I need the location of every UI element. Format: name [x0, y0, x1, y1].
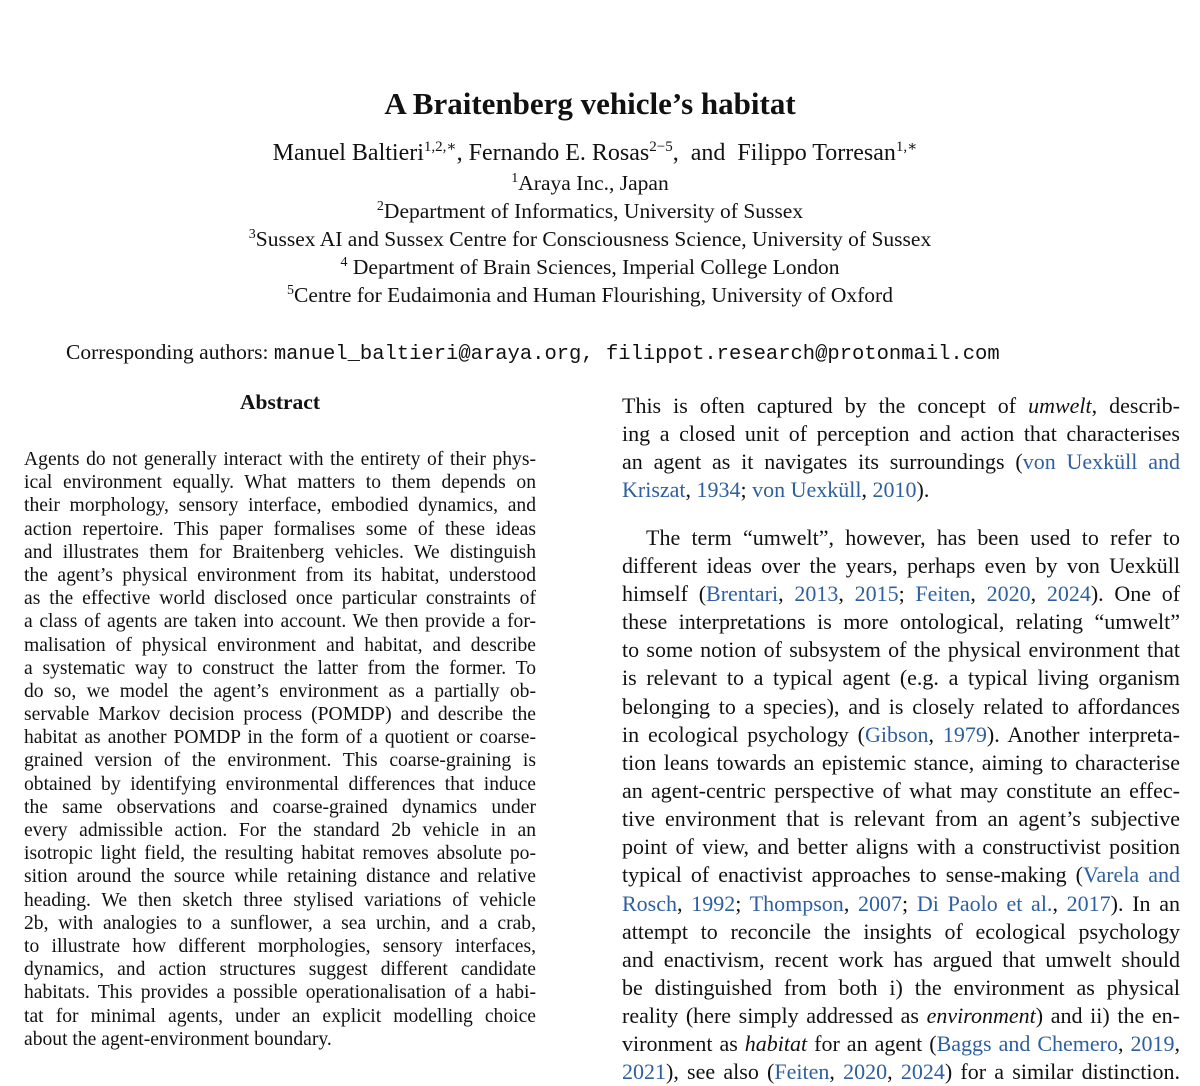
affiliation-text: Sussex AI and Sussex Centre for Consciousness Science, University of Sussex — [255, 227, 932, 251]
citation-link[interactable]: Di Paolo et al. — [916, 890, 1053, 916]
affiliation — [0, 255, 1180, 280]
body-line — [622, 721, 1180, 749]
abstract-line: servable Markov decision process (POMDP) and describe the — [24, 704, 536, 726]
body-text-segment: ; — [735, 890, 750, 916]
body-text-segment: ), see also ( — [666, 1059, 775, 1085]
body-line — [622, 1002, 1180, 1030]
abstract-line: heading. We then sketch three stylised variations of vehicle — [24, 889, 536, 911]
abstract-heading: Abstract — [239, 390, 320, 414]
citation-link[interactable]: 2020 — [986, 580, 1031, 606]
body-line — [622, 1058, 1180, 1086]
affiliation-number: 2 — [376, 199, 384, 214]
author-list — [0, 140, 1190, 167]
affiliation-number: 4 — [340, 255, 348, 270]
body-text-segment: belonging to a species), and is closely related to affordances — [622, 693, 1180, 719]
body-line — [622, 777, 1180, 805]
citation-link[interactable]: von Uexküll — [752, 477, 862, 503]
body-text-segment: , — [861, 477, 873, 503]
body-line — [622, 805, 1180, 833]
body-text-segment: attempt to reconcile the insights of ecological psychology — [622, 918, 1180, 944]
body-text-segment: ing a closed unit of perception and action that characterises — [622, 421, 1180, 447]
affiliation-text: Centre for Eudaimonia and Human Flourishing, University of Oxford — [294, 283, 893, 307]
body-line — [622, 392, 1180, 420]
affiliation — [0, 283, 1180, 308]
body-line — [622, 890, 1180, 918]
abstract-line: isotropic light field, the resulting habitat removes absolute po- — [24, 843, 536, 865]
abstract-line: a class of agents are taken into account. We then provide a for- — [24, 611, 536, 633]
citation-link[interactable]: 2024 — [900, 1059, 945, 1085]
abstract-line: every admissible action. For the standard 2b vehicle in an — [24, 820, 536, 841]
body-text-segment: The term “umwelt”, however, has been used to refer to — [646, 524, 1180, 550]
body-text-segment: ) and ii) the en- — [1035, 1003, 1181, 1029]
citation-link[interactable]: Rosch — [622, 890, 677, 916]
body-line — [622, 749, 1180, 777]
body-line — [622, 861, 1180, 889]
body-text-segment: ) for a similar distinction. — [944, 1059, 1180, 1085]
author-affil-mark: 2−5 — [649, 139, 673, 155]
abstract-body — [24, 448, 536, 1051]
author-name: Filippo Torresan — [737, 140, 896, 166]
citation-link[interactable]: 1979 — [942, 721, 987, 747]
citation-link[interactable]: Feiten — [774, 1059, 830, 1085]
citation-link[interactable]: Thompson — [749, 890, 844, 916]
body-line — [622, 420, 1180, 448]
body-text-segment: himself ( — [622, 580, 707, 606]
body-text-segment: ). — [916, 477, 930, 503]
affiliation — [0, 199, 1180, 224]
affiliation — [0, 227, 1180, 252]
citation-link[interactable]: Feiten — [915, 580, 971, 606]
abstract-line: about the agent-environment boundary. — [24, 1028, 332, 1050]
citation-link[interactable]: 2015 — [854, 580, 899, 606]
body-text-segment: tive environment that is relevant from an agent’s subjective — [622, 806, 1180, 832]
citation-link[interactable]: Gibson — [864, 721, 929, 747]
body-text-segment: ). One of — [1090, 580, 1181, 606]
body-text-segment: This is often captured by the concept of — [622, 393, 1029, 418]
body-line — [622, 693, 1180, 721]
citation-link[interactable]: Baggs and Chemero — [936, 1031, 1118, 1057]
body-text-segment: an agent as it navigates its surroundings ( — [622, 449, 1023, 475]
abstract-line: the same observations and coarse-grained dynamics under — [24, 796, 536, 818]
body-text-segment: be distinguished from both i) the environment as physical — [622, 975, 1180, 1000]
abstract-line: grained version of the environment. This coarse-graining is — [24, 750, 536, 772]
citation-link[interactable]: 2020 — [843, 1059, 888, 1085]
body-text-segment: ). Another interpreta- — [986, 721, 1180, 747]
affiliation — [0, 171, 1180, 196]
body-line — [622, 580, 1180, 608]
citation-link[interactable]: 2007 — [858, 890, 903, 916]
body-text-segment: , — [1174, 1031, 1181, 1057]
body-text-segment: , — [677, 890, 692, 916]
body-text-segment: vironment as — [622, 1031, 745, 1057]
citation-link[interactable]: 1992 — [691, 890, 736, 916]
paper-title: A Braitenberg vehicle’s habitat — [384, 86, 796, 121]
body-line — [622, 552, 1180, 580]
body-text-segment: and enactivism, recent work has argued that umwelt should — [622, 946, 1180, 972]
abstract-line: to illustrate how different morphologies, sensory interfaces, — [24, 935, 536, 957]
affiliation-number: 1 — [511, 171, 519, 186]
body-text-segment: ; — [898, 580, 916, 606]
emphasis-text: environment — [926, 1003, 1036, 1029]
citation-link[interactable]: 2021 — [622, 1059, 666, 1085]
abstract-line: Agents do not generally interact with the entirety of their phys- — [24, 449, 536, 470]
affiliation-text: Department of Brain Sciences, Imperial College London — [347, 255, 840, 279]
citation-link[interactable]: von Uexküll and — [1022, 449, 1180, 475]
body-line — [622, 664, 1180, 692]
body-text-segment: different ideas over the years, perhaps even by von Uexküll — [622, 552, 1180, 578]
body-line — [622, 636, 1180, 664]
citation-link[interactable]: Kriszat — [622, 477, 686, 503]
body-line — [622, 918, 1180, 946]
citation-link[interactable]: 2010 — [872, 477, 917, 503]
affiliation-number: 5 — [287, 283, 295, 298]
body-text-segment: , describ- — [1091, 393, 1180, 418]
emphasis-text: habitat — [744, 1031, 808, 1057]
affiliation-number: 3 — [248, 227, 256, 242]
body-text-segment: , — [685, 477, 697, 503]
citation-link[interactable]: 2024 — [1046, 580, 1091, 606]
body-text-segment: , — [778, 580, 795, 606]
author-name: Fernando E. Rosas — [468, 140, 650, 166]
abstract-line: sition around the source while retaining distance and relative — [24, 866, 536, 888]
body-line — [622, 608, 1180, 636]
body-line — [622, 833, 1180, 861]
author-separator: , and — [672, 140, 738, 166]
emphasis-text: umwelt — [1028, 393, 1092, 418]
citation-link[interactable]: Brentari — [706, 580, 779, 606]
corresponding-authors — [66, 340, 1000, 366]
abstract-line: ical environment equally. What matters to them depends on — [24, 472, 536, 494]
citation-link[interactable]: Varela and — [1083, 862, 1180, 888]
abstract-line: and illustrates them for Braitenberg vehicles. We distinguish — [24, 541, 536, 563]
body-text-segment: ; — [902, 890, 917, 916]
citation-link[interactable]: 2017 — [1066, 890, 1111, 916]
body-line — [622, 448, 1180, 476]
abstract-line: their morphology, sensory interface, embodied dynamics, and — [24, 495, 536, 517]
body-text-segment: these interpretations is more ontological, relating “umwelt” — [622, 609, 1180, 635]
body-text-segment: , — [1030, 580, 1047, 606]
author-separator: , — [456, 140, 469, 166]
body-text-segment: tion leans towards an epistemic stance, aiming to characterise — [622, 749, 1180, 775]
abstract-line: habitats. This provides a possible operationalisation of a habi- — [24, 982, 536, 1004]
author-affil-mark: 1,∗ — [895, 139, 918, 155]
body-text-segment: ). In an — [1110, 890, 1181, 916]
body-text-segment: , — [928, 721, 943, 747]
affiliation-text: Araya Inc., Japan — [518, 171, 669, 195]
body-line — [622, 524, 1180, 552]
body-text-segment: , — [1052, 890, 1067, 916]
abstract-line: tat for minimal agents, under an explicit modelling choice — [24, 1005, 536, 1027]
abstract-line: obtained by identifying environmental differences that induce — [24, 773, 536, 795]
body-text-segment: for an agent ( — [807, 1031, 937, 1057]
body-line — [622, 476, 1180, 504]
citation-link[interactable]: 2013 — [794, 580, 839, 606]
body-text-segment: is relevant to a typical agent (e.g. a typical living organism — [622, 665, 1180, 691]
body-text-segment: typical of enactivist approaches to sense-making ( — [622, 862, 1084, 888]
abstract-line: action repertoire. This paper formalises some of these ideas — [24, 518, 536, 540]
citation-link[interactable]: 1934 — [696, 477, 741, 503]
body-text-segment: , — [887, 1059, 901, 1085]
body-text-segment: point of view, and better aligns with a constructivist position — [622, 834, 1180, 860]
corresponding-label: Corresponding authors: — [66, 340, 274, 364]
body-text-segment: , — [829, 1059, 844, 1085]
body-line — [622, 1030, 1180, 1058]
body-text-segment: , — [838, 580, 855, 606]
abstract-line: a systematic way to construct the latter from the former. To — [24, 657, 536, 679]
abstract-line: as the effective world disclosed once particular constraints of — [24, 588, 536, 610]
abstract-line: dynamics, and action structures suggest different candidate — [24, 959, 536, 981]
citation-link[interactable]: 2019 — [1130, 1031, 1175, 1057]
abstract-line: the agent’s physical environment from its habitat, understood — [24, 564, 536, 586]
body-text-segment: to some notion of subsystem of the physical environment that — [622, 637, 1180, 663]
body-line — [622, 974, 1180, 1002]
abstract-line: malisation of physical environment and habitat, and describe — [24, 634, 536, 656]
body-line — [622, 946, 1180, 974]
body-text-segment: , — [843, 890, 859, 916]
author-affil-mark: 1,2,∗ — [423, 139, 457, 155]
abstract-line: 2b, with analogies to a sunflower, a sea urchin, and a crab, — [24, 912, 536, 934]
corresponding-emails: manuel_baltieri@araya.org, filippot.research@protonmail.com — [273, 343, 1000, 366]
body-text-segment: , — [970, 580, 987, 606]
body-text-segment: in ecological psychology ( — [622, 721, 865, 747]
author-name: Manuel Baltieri — [272, 140, 424, 166]
abstract-line: habitat as another POMDP in the form of a quotient or coarse- — [24, 727, 536, 749]
affiliation-text: Department of Informatics, University of Sussex — [383, 199, 804, 223]
abstract-line: do so, we model the agent’s environment as a partially ob- — [24, 680, 536, 702]
body-text-segment: an agent-centric perspective of what may constitute an effec- — [622, 777, 1180, 803]
body-text-segment: , — [1118, 1031, 1131, 1057]
body-text-segment: ; — [740, 477, 753, 503]
body-text-segment: reality (here simply addressed as — [622, 1003, 927, 1029]
